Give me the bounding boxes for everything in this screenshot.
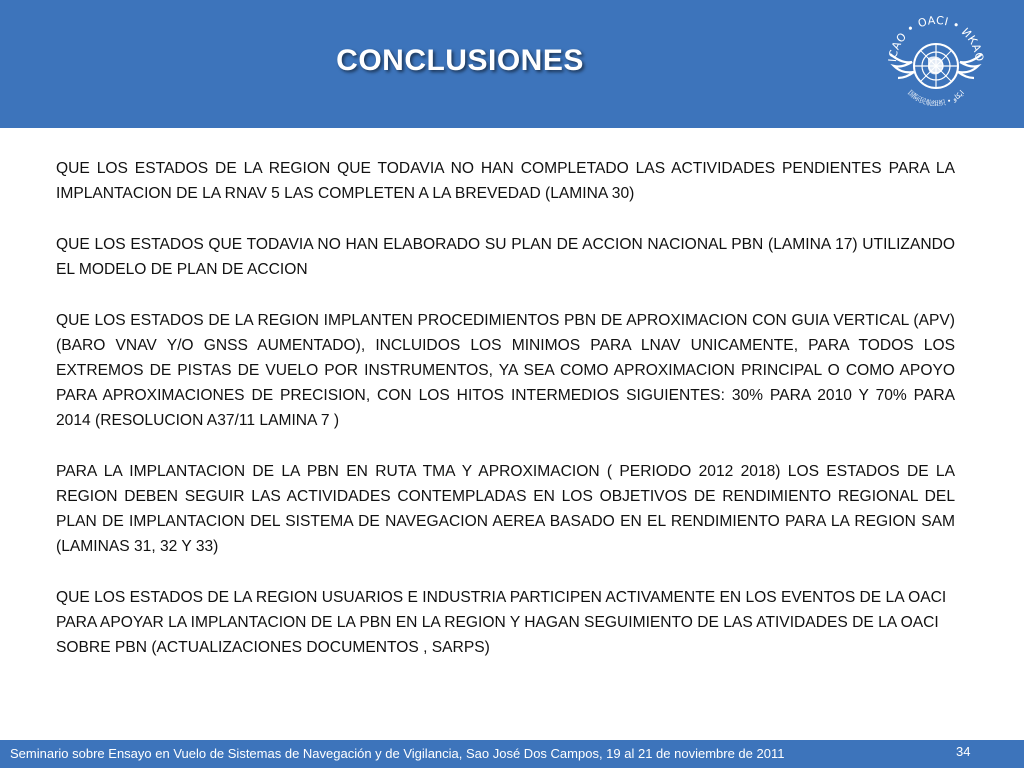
slide-title: CONCLUSIONES bbox=[336, 44, 584, 77]
svg-text:国际民航组织 • ايكاو bbox=[906, 88, 966, 108]
footer-seminar-text: Seminario sobre Ensayo en Vuelo de Sistemas de Navegación y de Vigilancia, Sao José Dos Campos, 19 al 21 de noviembre de 2011 bbox=[10, 746, 785, 761]
conclusion-paragraph-5: QUE LOS ESTADOS DE LA REGION USUARIOS E INDUSTRIA PARTICIPEN ACTIVAMENTE EN LOS EVENTOS DE LA OACI PARA APOYAR LA IMPLANTACION DE LA PBN EN LA REGION Y HAGAN SEGUIMIENTO DE LAS ATIVIDADES DE LA OACI SOBRE PBN (ACTUALIZACIONES DOCUMENTOS , SARPS) bbox=[56, 589, 947, 656]
conclusions-body bbox=[56, 156, 955, 686]
slide-footer bbox=[0, 740, 1024, 768]
conclusion-paragraph-1: QUE LOS ESTADOS DE LA REGION QUE TODAVIA NO HAN COMPLETADO LAS ACTIVIDADES PENDIENTES PARA LA IMPLANTACION DE LA RNAV 5 LAS COMPLETEN A LA BREVEDAD (LAMINA 30) bbox=[56, 160, 955, 202]
page-number: 34 bbox=[956, 744, 971, 759]
conclusion-paragraph-4: PARA LA IMPLANTACION DE LA PBN EN RUTA TMA Y APROXIMACION ( PERIODO 2012 2018) LOS ESTADOS DE LA REGION DEBEN SEGUIR LAS ACTIVIDADES CONTEMPLADAS EN LOS OBJETIVOS DE RENDIMIENTO REGIONAL DEL PLAN DE IMPLANTACION DEL SISTEMA DE NAVEGACION AEREA BASADO EN EL RENDIMIENTO PARA LA REGION SAM (LAMINAS 31, 32 Y 33) bbox=[56, 463, 955, 555]
logo-text-top: ICAO • OACI • ИКАО bbox=[886, 13, 987, 63]
icao-emblem-icon bbox=[872, 2, 1000, 126]
slide-header bbox=[0, 0, 1024, 128]
logo-text-bottom: 国际民航组织 • ايكاو bbox=[906, 88, 966, 108]
conclusion-paragraph-2: QUE LOS ESTADOS QUE TODAVIA NO HAN ELABORADO SU PLAN DE ACCION NACIONAL PBN (LAMINA 17) UTILIZANDO EL MODELO DE PLAN DE ACCION bbox=[56, 236, 955, 278]
conclusion-paragraph-3: QUE LOS ESTADOS DE LA REGION IMPLANTEN PROCEDIMIENTOS PBN DE APROXIMACION CON GUIA VERTICAL (APV) (BARO VNAV Y/O GNSS AUMENTADO), INCLUIDOS LOS MINIMOS PARA LNAV UNICAMENTE, PARA TODOS LOS EXTREMOS DE PISTAS DE VUELO POR INSTRUMENTOS, YA SEA COMO APROXIMACION PRINCIPAL O COMO APOYO PARA APROXIMACIONES DE PRECISION, CON LOS HITOS INTERMEDIOS SIGUIENTES: 30% PARA 2010 Y 70% PARA 2014 (RESOLUCION A37/11 LAMINA 7 ) bbox=[56, 312, 955, 429]
